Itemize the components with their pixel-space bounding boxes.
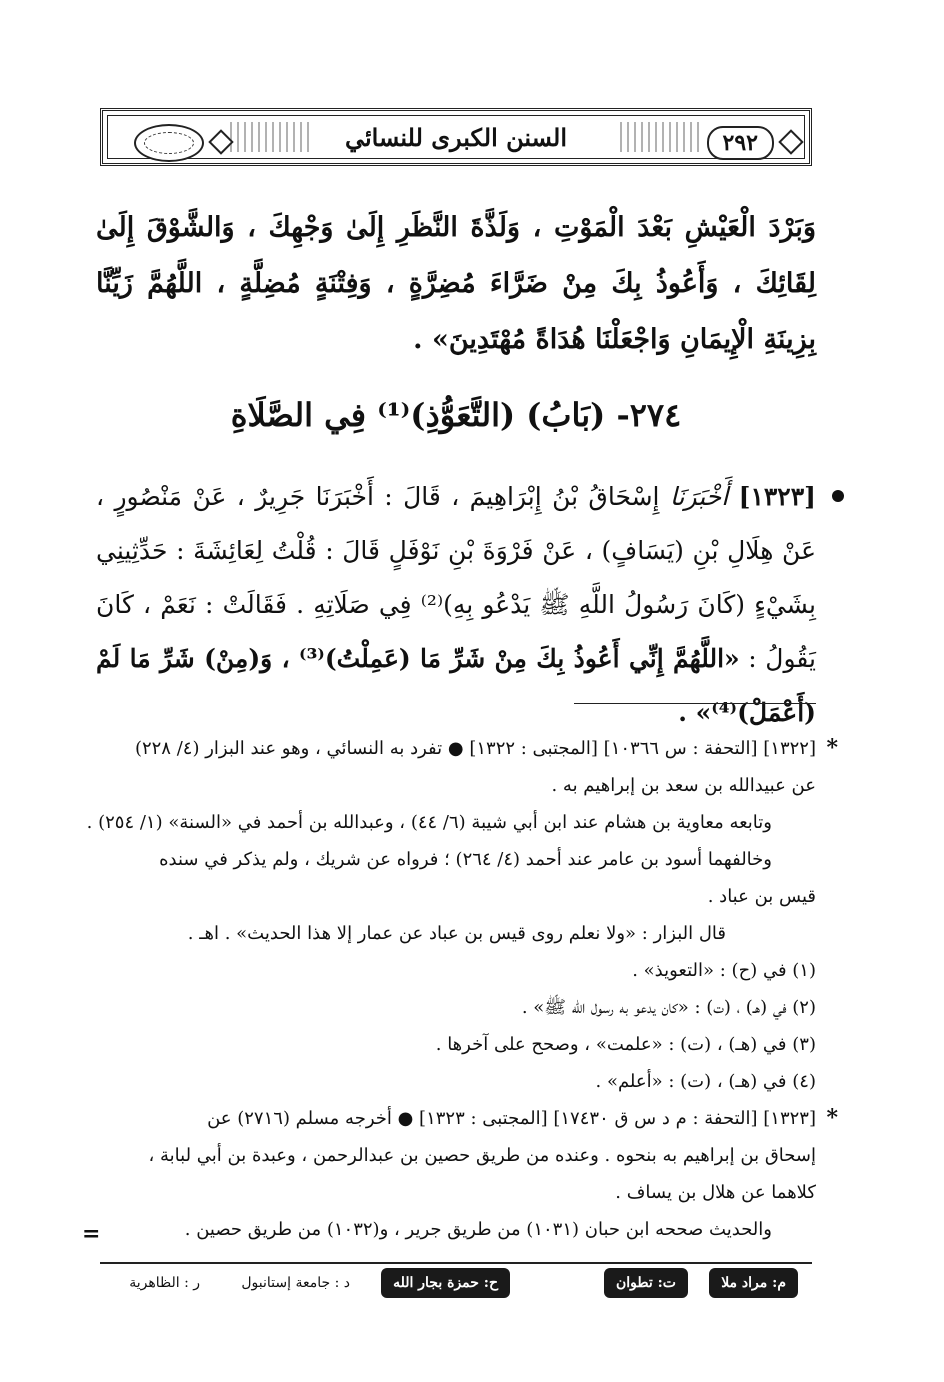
manuscript-sigla-footer: [100, 1268, 812, 1302]
footnote-3: (٣) في (هـ) ، (ت) : «علمت» ، وصحح على آخرها .: [435, 1034, 816, 1055]
hadith-block: [96, 470, 816, 740]
siglum-t: ت: تطوان: [604, 1268, 688, 1298]
footnote-divider: [574, 703, 816, 704]
ornament-left: [230, 122, 310, 152]
siglum-m: م: مراد ملا: [709, 1268, 798, 1298]
rosette-icon: [778, 129, 803, 154]
note-1322-line: قال البزار : «ولا نعلم روى قيس بن عباد عن عمار إلا هذا الحديث» . اهـ .: [187, 923, 726, 944]
continuation-mark: =: [82, 1221, 101, 1247]
siglum-d: د : جامعة إستانبول: [241, 1275, 350, 1291]
running-title: السنن الكبرى للنسائي: [344, 122, 568, 152]
footnote-4: (٤) في (هـ) ، (ت) : «أعلم» .: [595, 1071, 816, 1092]
book-emblem-icon: [134, 124, 204, 162]
note-1323-line: والحديث صححه ابن حبان (١٠٣١) من طريق جرير ، و(١٠٣٢) من طريق حصين .: [184, 1219, 772, 1240]
page-number: ٢٩٢: [707, 126, 774, 160]
hadith-opening: أَخْبَرَنَا: [669, 482, 729, 511]
bullet-icon: [832, 490, 844, 502]
note-1322-line: وتابعه معاوية بن هشام عند ابن أبي شيبة (٦/ ٤٤) ، وعبدالله بن أحمد في «السنة» (١/ ٢٥٤) .: [86, 812, 772, 833]
hadith-quote: «اللَّهُمَّ إِنِّي أَعُوذُ بِكَ مِنْ شَرِّ مَا (عَمِلْتُ)⁽³⁾ ، وَ(مِنْ) شَرِّ مَا لَمْ (أَعْمَلْ)⁽⁴⁾» .: [96, 644, 816, 727]
note-1322-line: قيس بن عباد .: [707, 886, 816, 907]
siglum-h: ح: حمزة بجار الله: [381, 1268, 510, 1298]
note-1323-line: إسحاق بن إبراهيم به بنحوه . وعنده من طريق حصين بن عبدالرحمن ، وعبدة بن أبي لبابة ،: [148, 1145, 816, 1166]
hadith-text: إِسْحَاقُ بْنُ إِبْرَاهِيمَ ، قَالَ : أَخْبَرَنَا جَرِيرٌ ، عَنْ مَنْصُورٍ ، عَنْ هِلَالِ بْنِ (يَسَافٍ) ، عَنْ فَرْوَةَ بْنِ نَوْفَلٍ قَالَ : قُلْتُ لِعَائِشَةَ : حَدِّثِينِي بِشَيْءٍ (كَانَ رَسُولُ اللَّهِ ﷺ يَدْعُو بِهِ)⁽²⁾ فِي صَلَاتِهِ . فَقَالَتْ : نَعَمْ ، كَانَ يَقُولُ :: [96, 482, 816, 673]
note-1323-line: [١٣٢٣] [التحفة : م د س ق ١٧٤٣٠] [المجتبى : ١٣٢٣] ● أخرجه مسلم (٢٧١٦) عن: [207, 1108, 816, 1129]
note-1323-line: كلاهما عن هلال بن يساف .: [615, 1182, 816, 1203]
note-1322-line: عن عبيدالله بن سعد بن إبراهيم به .: [551, 775, 816, 796]
footer-divider: [100, 1262, 812, 1264]
hadith-number: [١٣٢٣]: [738, 482, 816, 511]
footnotes: [86, 730, 838, 1248]
chapter-heading: ٢٧٤- (بَابُ) (التَّعَوُّذِ)⁽¹⁾ فِي الصَّلَاةِ: [230, 396, 682, 434]
footnote-1: (١) في (ح) : «التعويذ» .: [632, 960, 816, 981]
note-1322-line: [١٣٢٢] [التحفة : س ١٠٣٦٦] [المجتبى : ١٣٢٢] ● تفرد به النسائي ، وهو عند البزار (٤/ ٢٢٨): [134, 738, 816, 759]
header-frame: [107, 115, 805, 159]
page-header-band: [100, 108, 812, 166]
note-1322-line: وخالفهما أسود بن عامر عند أحمد (٤/ ٢٦٤) ؛ فرواه عن شريك ، ولم يذكر في سنده: [159, 849, 772, 870]
ornament-right: [620, 122, 700, 152]
main-text-paragraph: وَبَرْدَ الْعَيْشِ بَعْدَ الْمَوْتِ ، وَلَذَّةَ النَّظَرِ إِلَىٰ وَجْهِكَ ، وَالشَّوْقَ إِلَىٰ لِقَائِكَ ، وَأَعُوذُ بِكَ مِنْ ضَرَّاءَ مُضِرَّةٍ ، وَفِتْنَةٍ مُضِلَّةٍ ، اللَّهُمَّ زَيِّنَّا بِزِينَةِ الْإِيمَانِ وَاجْعَلْنَا هُدَاةً مُهْتَدِينَ» .: [96, 212, 816, 355]
siglum-r: ر : الظاهرية: [129, 1275, 200, 1291]
footnote-2: (٢) في (هـ) ، (ت) : «كان يدعو به رسول الله ﷺ» .: [521, 997, 816, 1018]
note-star: *: [826, 1105, 838, 1131]
note-star: *: [826, 735, 838, 761]
